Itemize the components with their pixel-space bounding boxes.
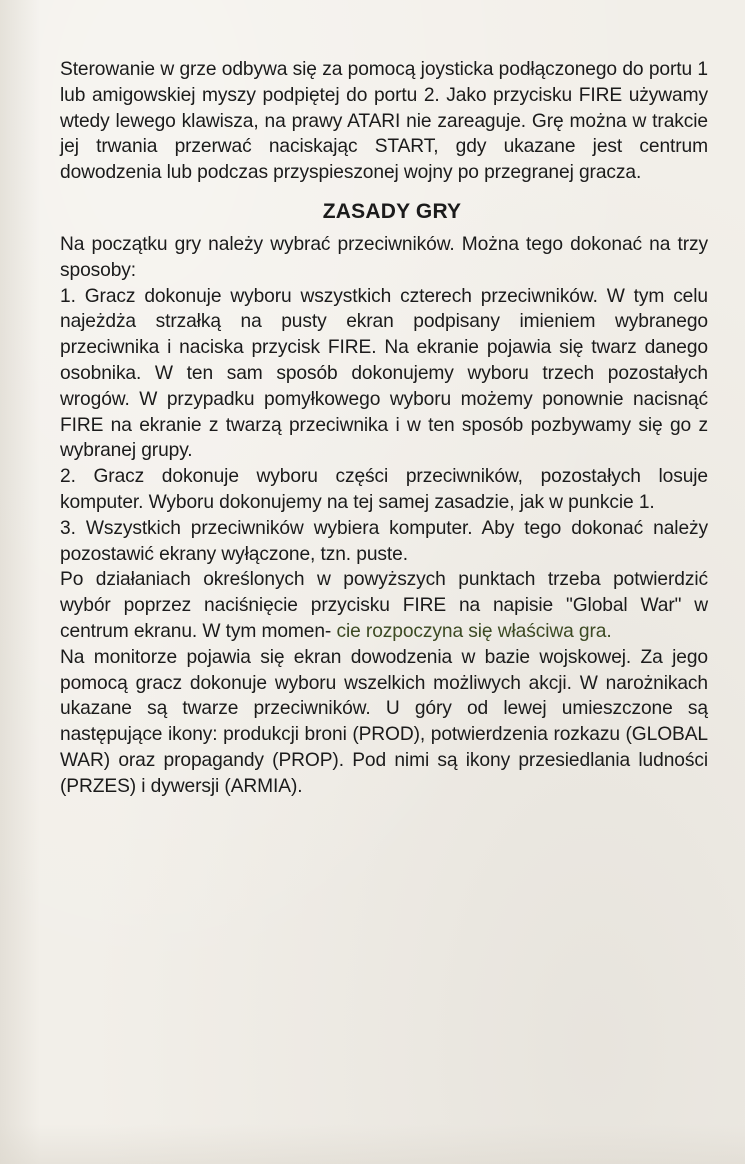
intro-paragraph: Sterowanie w grze odbywa się za pomocą joysticka podłączonego do portu 1 lub amigowskiej myszy podpiętej do portu 2. Jako przycisku FIRE używamy wtedy lewego klawisza, na prawy ATARI nie zareaguje. Grę można w trakcie jej trwania przerwać naciskając START, gdy ukazane jest centrum dowodzenia lub podczas przyspieszonej wojny po przegranej gracza. — [60, 59, 708, 184]
monitor-paragraph: Na monitorze pojawia się ekran dowodzenia w bazie wojskowej. Za jego pomocą gracz dokonuje wyboru wszelkich możliwych akcji. W narożnikach ukazane są twarze przeciwników. U góry od lewej umieszczone są następujące ikony: produkcji broni (PROD), potwierdzenia rozkazu (GLOBAL WAR) oraz propagandy (PROP). Pod nimi są ikony przesiedlania ludności (PRZES) i dywersji (ARMIA). — [60, 646, 708, 797]
page-text — [60, 57, 708, 800]
option-1-paragraph: 1. Gracz dokonuje wyboru wszystkich czterech przeciwników. W tym celu najeżdża strzałką na pusty ekran podpisany imieniem wybranego przeciwnika i naciska przycisk FIRE. Na ekranie pojawia się twarz danego osobnika. W ten sam sposób dokonujemy wyboru trzech pozostałych wrogów. W przypadku pomyłkowego wyboru możemy ponownie nacisnąć FIRE na ekranie z twarzą przeciwnika i w ten sposób pozbywamy się go z wybranej grupy. — [60, 285, 708, 462]
page-edge-shadow — [0, 0, 40, 1164]
option-2-paragraph: 2. Gracz dokonuje wyboru części przeciwników, pozostałych losuje komputer. Wyboru dokonujemy na tej samej zasadzie, jak w punkcie 1. — [60, 466, 708, 513]
rules-intro-paragraph: Na początku gry należy wybrać przeciwników. Można tego dokonać na trzy sposoby: — [60, 233, 708, 281]
section-heading: ZASADY GRY — [322, 199, 462, 223]
confirm-end-text: cie rozpoczyna się właściwa gra. — [336, 620, 612, 642]
option-3-paragraph: 3. Wszystkich przeciwników wybiera komputer. Aby tego dokonać należy pozostawić ekrany wyłączone, tzn. puste. — [60, 517, 708, 565]
page-bottom-shadow — [0, 1124, 745, 1164]
confirm-main-text: Po działaniach określonych w powyższych punktach trzeba potwierdzić wybór poprzez naciśnięcie przycisku FIRE na napisie "Global War" w centrum ekranu. W tym momen- — [60, 569, 708, 642]
confirm-paragraph — [60, 567, 708, 644]
